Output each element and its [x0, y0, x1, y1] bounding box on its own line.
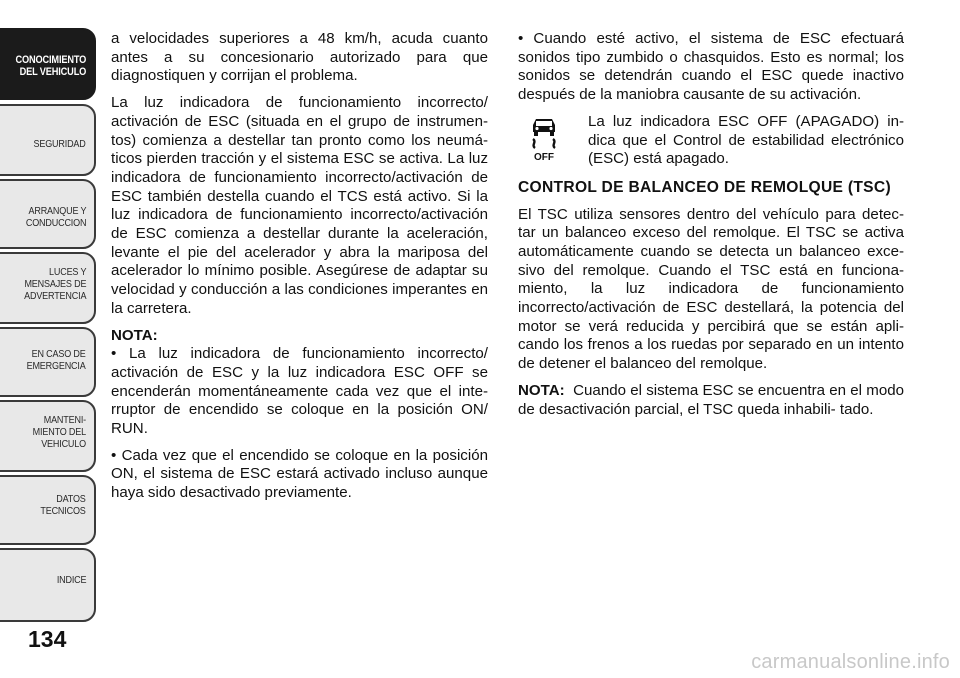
- nota-bullet-3: • Cuando esté activo, el sistema de ESC efectuará sonidos tipo zumbido o chasquidos. Esto es normal; los sonidos se detendrán cuando el ESC quede inactivo después de la maniobra causante de su activación.: [518, 30, 904, 104]
- tab-datos-tecnicos[interactable]: [0, 475, 96, 545]
- tab-en-caso-de-emergencia[interactable]: [0, 327, 96, 397]
- paragraph-nota-tsc: [518, 382, 904, 419]
- tab-label: ARRANQUE Y CONDUCCION: [25, 205, 86, 229]
- tab-luces-y-mensajes[interactable]: [0, 252, 96, 324]
- esc-off-indicator-row: [518, 113, 904, 171]
- tab-indice[interactable]: [0, 548, 96, 622]
- nota-bullet-1: • La luz indicadora de funcionamiento incorrecto/ activación de ESC y la luz indicadora ESC OFF se encenderán momentáneamente cada vez que el inte- rruptor de encendido se coloque en la posición ON/ RUN.: [111, 345, 488, 438]
- tab-conocimiento-del-vehiculo[interactable]: [0, 28, 96, 100]
- tab-label: LUCES Y MENSAJES DE ADVERTENCIA: [23, 266, 86, 302]
- section-heading-tsc: CONTROL DE BALANCEO DE REMOLQUE (TSC): [518, 178, 891, 196]
- watermark: carmanualsonline.info: [751, 651, 950, 673]
- left-column: [111, 30, 488, 511]
- tab-label: INDICE: [56, 574, 86, 586]
- tab-mantenimiento[interactable]: [0, 400, 96, 472]
- nota-bullet-2: • Cada vez que el encendido se coloque en la posición ON, el sistema de ESC estará activado incluso aunque haya sido desactivado previamente.: [111, 446, 488, 502]
- nota-heading: NOTA:: [111, 326, 158, 344]
- right-column: [518, 30, 904, 427]
- tab-label: EN CASO DE EMERGENCIA: [27, 348, 86, 372]
- nota-label: NOTA:: [518, 381, 565, 399]
- tab-arranque-y-conduccion[interactable]: [0, 179, 96, 249]
- paragraph-continuation: a velocidades superiores a 48 km/h, acuda cuanto antes a su concesionario autorizado para que diagnostiquen y corrijan el problema.: [111, 30, 488, 85]
- nota-text: Cuando el sistema ESC se encuentra en el modo de desactivación parcial, el TSC queda inhabili- tado.: [518, 381, 905, 418]
- chapter-tabs: [0, 0, 100, 620]
- tab-label: CONOCIMIENTO DEL VEHICULO: [15, 54, 86, 78]
- esc-off-icon-label: OFF: [534, 151, 554, 163]
- tab-label: SEGURIDAD: [33, 138, 86, 150]
- page-number: 134: [28, 626, 67, 652]
- tab-seguridad[interactable]: [0, 104, 96, 176]
- esc-off-icon: [524, 117, 564, 163]
- paragraph-esc-indicator: La luz indicadora de funcionamiento incorrecto/ activación de ESC (situada en el grupo de instrumen- tos) comienza a destellar tan pronto como los neumá- ticos pierden tracción y el sistema ESC se activa. La luz indicadora de funcionamiento incorrecto/activación de ESC también destella cuando el TCS está activo. Si la luz indicadora de funcionamiento incorrecto/activación de ESC comienza a destellar durante la aceleración, levante el pie del acelerador y abra la mariposa del acelerador lo mínimo posible. Asegúrese de adaptar su velocidad y conducción a las condiciones imperantes en la carretera.: [111, 94, 488, 317]
- tab-label: MANTENI- MIENTO DEL VEHICULO: [32, 414, 86, 450]
- esc-off-description: La luz indicadora ESC OFF (APAGADO) in- dica que el Control de estabilidad electrónico (ESC) está apagado.: [588, 112, 904, 168]
- tab-label: DATOS TECNICOS: [40, 493, 86, 517]
- paragraph-tsc: El TSC utiliza sensores dentro del vehículo para detec- tar un balanceo exceso del remolque. El TSC se activa automáticamente cuando se detecta un balanceo exce- sivo del remolque. Cuando el TSC está en funciona- miento, la luz indicadora de funcionamiento incorrecto/activación de ESC destellará, la potencia del motor se verá reducida y percibirá que se están apli- cando los frenos a los ruedas por separado en un intento de detener el balanceo del remolque.: [518, 205, 904, 373]
